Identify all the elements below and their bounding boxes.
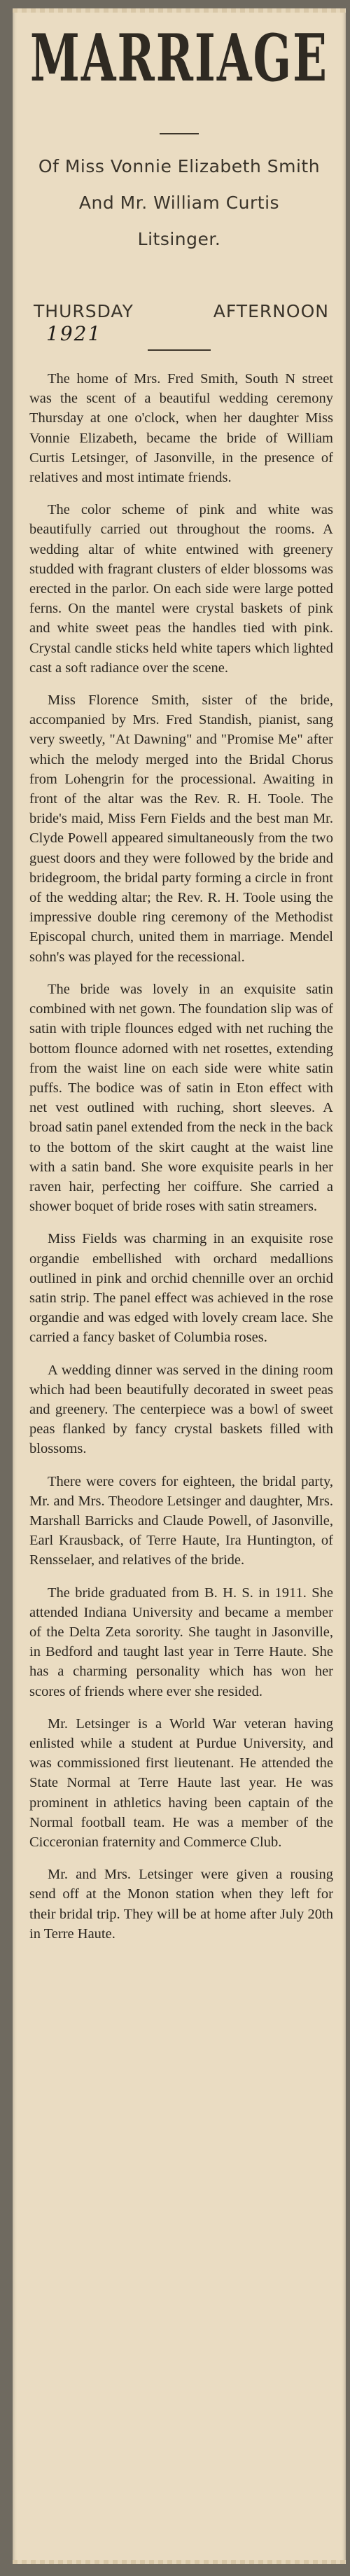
subtitle-line-1: Of Miss Vonnie Elizabeth Smith [38,156,321,176]
subtitle-line-2: And Mr. William Curtis [78,193,280,213]
article-paragraph: Mr. Letsinger is a World War veteran having enlisted while a student at Purdue University, and was commissioned first lieutenant. He attended the State Normal at Terre Haute last year. He was prominent in athletics having been captain of the Normal football team. He was a member of the Cicceronian fraternity and Commerce Club. [29,1715,333,1851]
torn-edge-bottom [13,2560,346,2564]
subtitle-line-3: Litsinger. [137,229,221,249]
article-paragraph: Miss Florence Smith, sister of the bride, accompanied by Mrs. Fred Standish, pianist, sang very sweetly, "At Dawning" and "Promise Me" after which the melody merged into the Bridal Chorus from Lohengrin for the processional. Awaiting in front of the altar was the Rev. R. H. Toole. The bride's maid, Miss Fern Fields and the best man Mr. Clyde Powell appeared simultaneously from the two guest doors and they were followed by the bride and bridegroom, the bridal party forming a circle in front of the wedding altar; the Rev. R. H. Toole using the impressive double ring ceremony of the Methodist Episcopal church, united them in marriage. Mendel sohn's was played for the recessional. [29,692,333,965]
torn-edge-top [13,8,346,13]
article-paragraph: Mr. and Mrs. Letsinger were given a rousing send off at the Monon station when they left for their bridal trip. They will be at home after July 20th in Terre Haute. [29,1867,333,1942]
article-paragraph: A wedding dinner was served in the dining room which had been beautifully decorated in sweet peas and greenery. The centerpiece was a bowl of sweet peas flanked by fancy crystal baskets filled with blossoms. [29,1362,333,1457]
dateline-day: THURSDAY [34,301,134,321]
dateline-time: AFTERNOON [213,301,329,321]
divider-rule [148,349,211,351]
article-paragraph: The color scheme of pink and white was beautifully carried out throughout the rooms. A wedding altar of white entwined with greenery studded with fragrant clusters of elder blossoms was erected in the parlor. On each side were large potted ferns. On the mantel were crystal baskets of pink and white sweet peas the handles tied with pink. Crystal candle sticks held white tapers which lighted cast a soft radiance over the scene. [29,502,333,676]
newspaper-clipping [13,8,346,2564]
article-paragraph: The bride was lovely in an exquisite satin combined with net gown. The foundation slip was of satin with triple flounces edged with net ruching the bottom flounce adorned with net rosettes, extending from the waist line on each side were white satin puffs. The bodice was of satin in Eton effect with net vest outlined with ruching, short sleeves. A broad satin panel extended from the neck in the back to the bottom of the skirt caught at the waist line with a satin band. She wore exquisite pearls in her raven hair, perfecting her coiffure. She carried a shower boquet of bride roses with satin streamers. [29,981,333,1215]
article-paragraph: The home of Mrs. Fred Smith, South N street was the scent of a beautiful wedding ceremony Thursday at one o'clock, when her daughter Miss Vonnie Elizabeth, became the bride of William Curtis Letsinger, of Jasonville, in the presence of relatives and most intimate friends. [29,371,333,486]
divider-rule [160,133,199,134]
subtitle [13,148,346,258]
masthead-title: MARRIAGE [30,20,328,97]
handwritten-year-annotation: 1921 [46,322,102,345]
dateline [34,301,329,321]
article-body [13,369,346,1944]
article-paragraph: Miss Fields was charming in an exquisite rose organdie embellished with orchard medallions outlined in pink and orchid chennille over an orchid satin strip. The panel effect was achieved in the rose organdie and was edged with lovely cream lace. She carried a fancy basket of Columbia roses. [29,1231,333,1346]
article-paragraph: There were covers for eighteen, the bridal party, Mr. and Mrs. Theodore Letsinger and daughter, Mrs. Marshall Barricks and Claude Powell, of Jasonville, Earl Krausback, of Terre Haute, Ira Huntington, of Rensselaer, and relatives of the bride. [29,1473,333,1568]
article-paragraph: The bride graduated from B. H. S. in 1911. She attended Indiana University and became a member of the Delta Zeta sorority. She taught in Jasonville, in Bedford and taught last year in Terre Haute. She has a charming personality which has won her scores of friends where ever she resided. [29,1585,333,1699]
